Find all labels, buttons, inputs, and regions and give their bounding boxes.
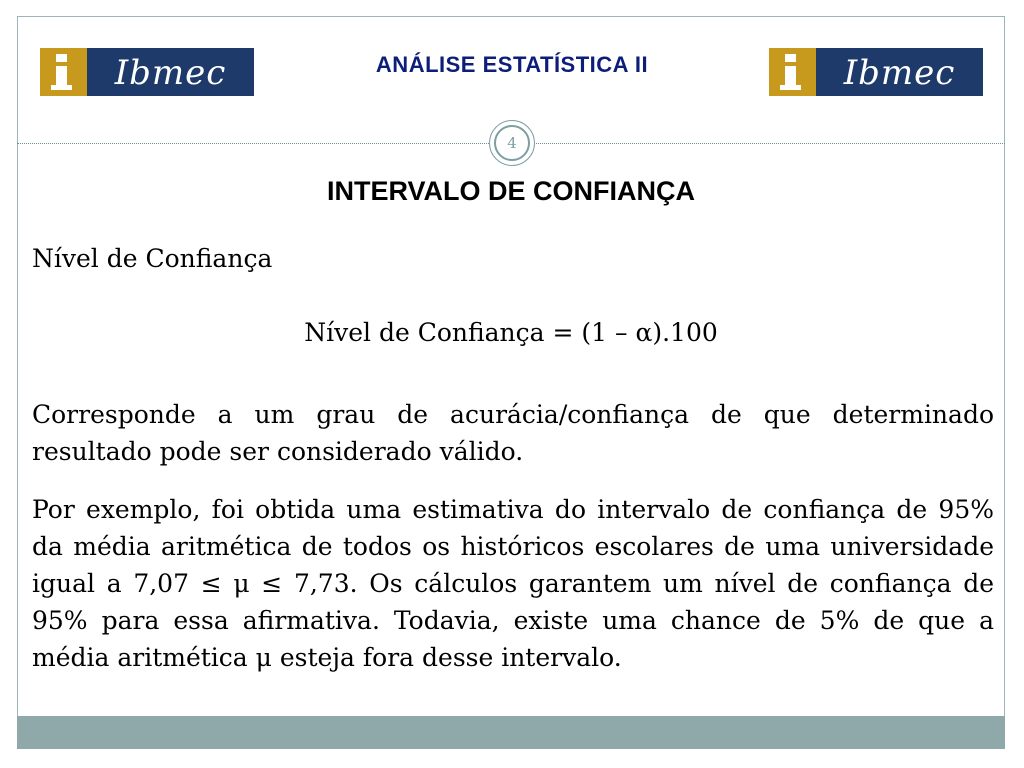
page-number-badge: [489, 120, 535, 166]
ibmec-logo-right: [769, 48, 983, 96]
subheading: Nível de Confiança: [32, 244, 273, 273]
logo-wordmark: Ibmec: [114, 53, 227, 93]
page-number: 4: [494, 125, 530, 161]
slide-title: INTERVALO DE CONFIANÇA: [326, 176, 695, 206]
ibmec-mark-icon: [40, 48, 87, 96]
paragraph-example: Por exemplo, foi obtida uma estimativa do intervalo de confiança de 95% da média aritmética de todos os históricos escolares de uma universidade igual a 7,07 ≤ μ ≤ 7,73. Os cálculos garantem um nível de confiança de 95% para essa afirmativa. Todavia, existe uma chance de 5% de que a média aritmética μ esteja fora desse intervalo.: [32, 495, 994, 672]
ibmec-mark-icon: [769, 48, 816, 96]
header-title: ANÁLISE ESTATÍSTICA II: [375, 52, 649, 77]
ibmec-logo-left: [40, 48, 254, 96]
logo-wordmark: Ibmec: [843, 53, 956, 93]
footer-band: [17, 716, 1005, 749]
paragraph-definition: Corresponde a um grau de acurácia/confiança de que determinado resultado pode ser considerado válido.: [32, 400, 994, 466]
formula: Nível de Confiança = (1 – α).100: [304, 318, 718, 347]
